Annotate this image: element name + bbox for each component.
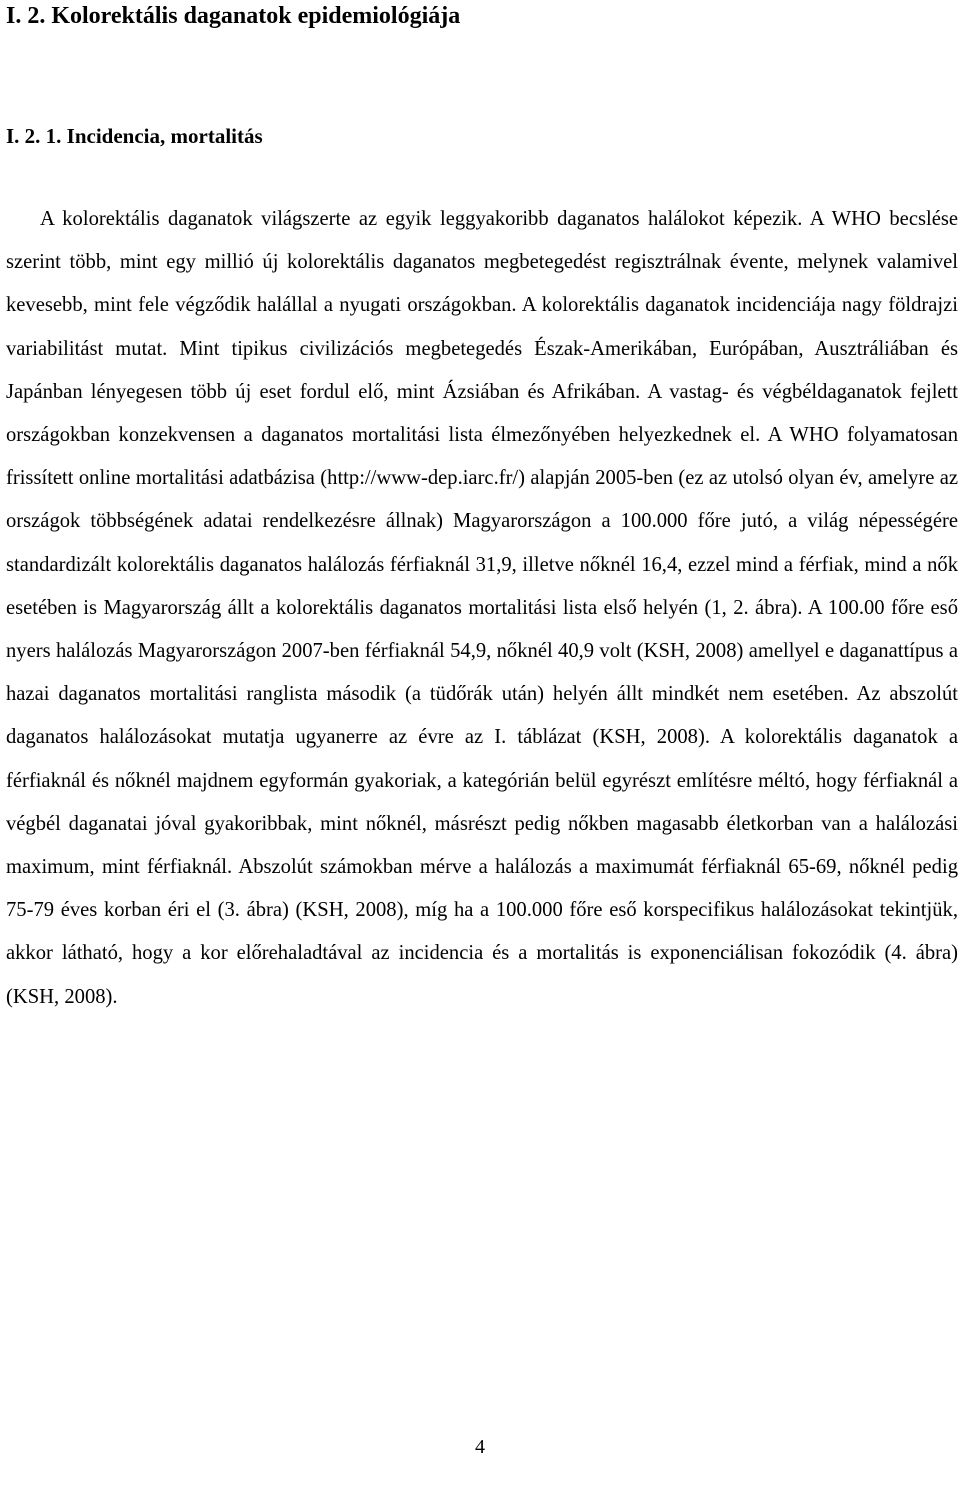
subsection-heading: I. 2. 1. Incidencia, mortalitás [6, 124, 263, 148]
section-heading: I. 2. Kolorektális daganatok epidemiológiája [6, 3, 461, 29]
body-paragraph: A kolorektális daganatok világszerte az egyik leggyakoribb daganatos halálokot képezik. A WHO becslése szerint több, mint egy millió új kolorektális daganatos megbetegedést regisztrálnak évente, melynek valamivel kevesebb, mint fele végződik halállal a nyugati országokban. A kolorektális daganatok incidenciája nagy földrajzi variabilitást mutat. Mint tipikus civilizációs megbetegedés Észak-Amerikában, Európában, Ausztráliában és Japánban lényegesen több új eset fordul elő, mint Ázsiában és Afrikában. A vastag- és végbéldaganatok fejlett országokban konzekvensen a daganatos mortalitási lista élmezőnyében helyezkednek el. A WHO folyamatosan frissített online mortalitási adatbázisa (http://www-dep.iarc.fr/) alapján 2005-ben (ez az utolsó olyan év, amelyre az országok többségének adatai rendelkezésre állnak) Magyarországon a 100.000 főre jutó, a világ népességére standardizált kolorektális daganatos halálozás férfiaknál 31,9, illetve nőknél 16,4, ezzel mind a férfiak, mind a nők esetében is Magyarország állt a kolorektális daganatos mortalitási lista első helyén (1, 2. ábra). A 100.00 főre eső nyers halálozás Magyarországon 2007-ben férfiaknál 54,9, nőknél 40,9 volt (KSH, 2008) amellyel e daganattípus a hazai daganatos mortalitási ranglista második (a tüdőrák után) helyén állt mindkét nem esetében. Az abszolút daganatos halálozásokat mutatja ugyanerre az évre az I. táblázat (KSH, 2008). A kolorektális daganatok a férfiaknál és nőknél majdnem egyformán gyakoriak, a kategórián belül egyrészt említésre méltó, hogy férfiaknál a végbél daganatai jóval gyakoribbak, mint nőknél, másrészt pedig nőkben magasabb életkorban van a halálozási maximum, mint férfiaknál. Abszolút számokban mérve a halálozás a maximumát férfiaknál 65-69, nőknél pedig 75-79 éves korban éri el (3. ábra) (KSH, 2008), míg ha a 100.000 főre eső korspecifikus halálozásokat tekintjük, akkor látható, hogy a kor előrehaladtával az incidencia és a mortalitás is exponenciálisan fokozódik (4. ábra) (KSH, 2008). [6, 208, 958, 1008]
page-number: 4 [475, 1436, 485, 1458]
